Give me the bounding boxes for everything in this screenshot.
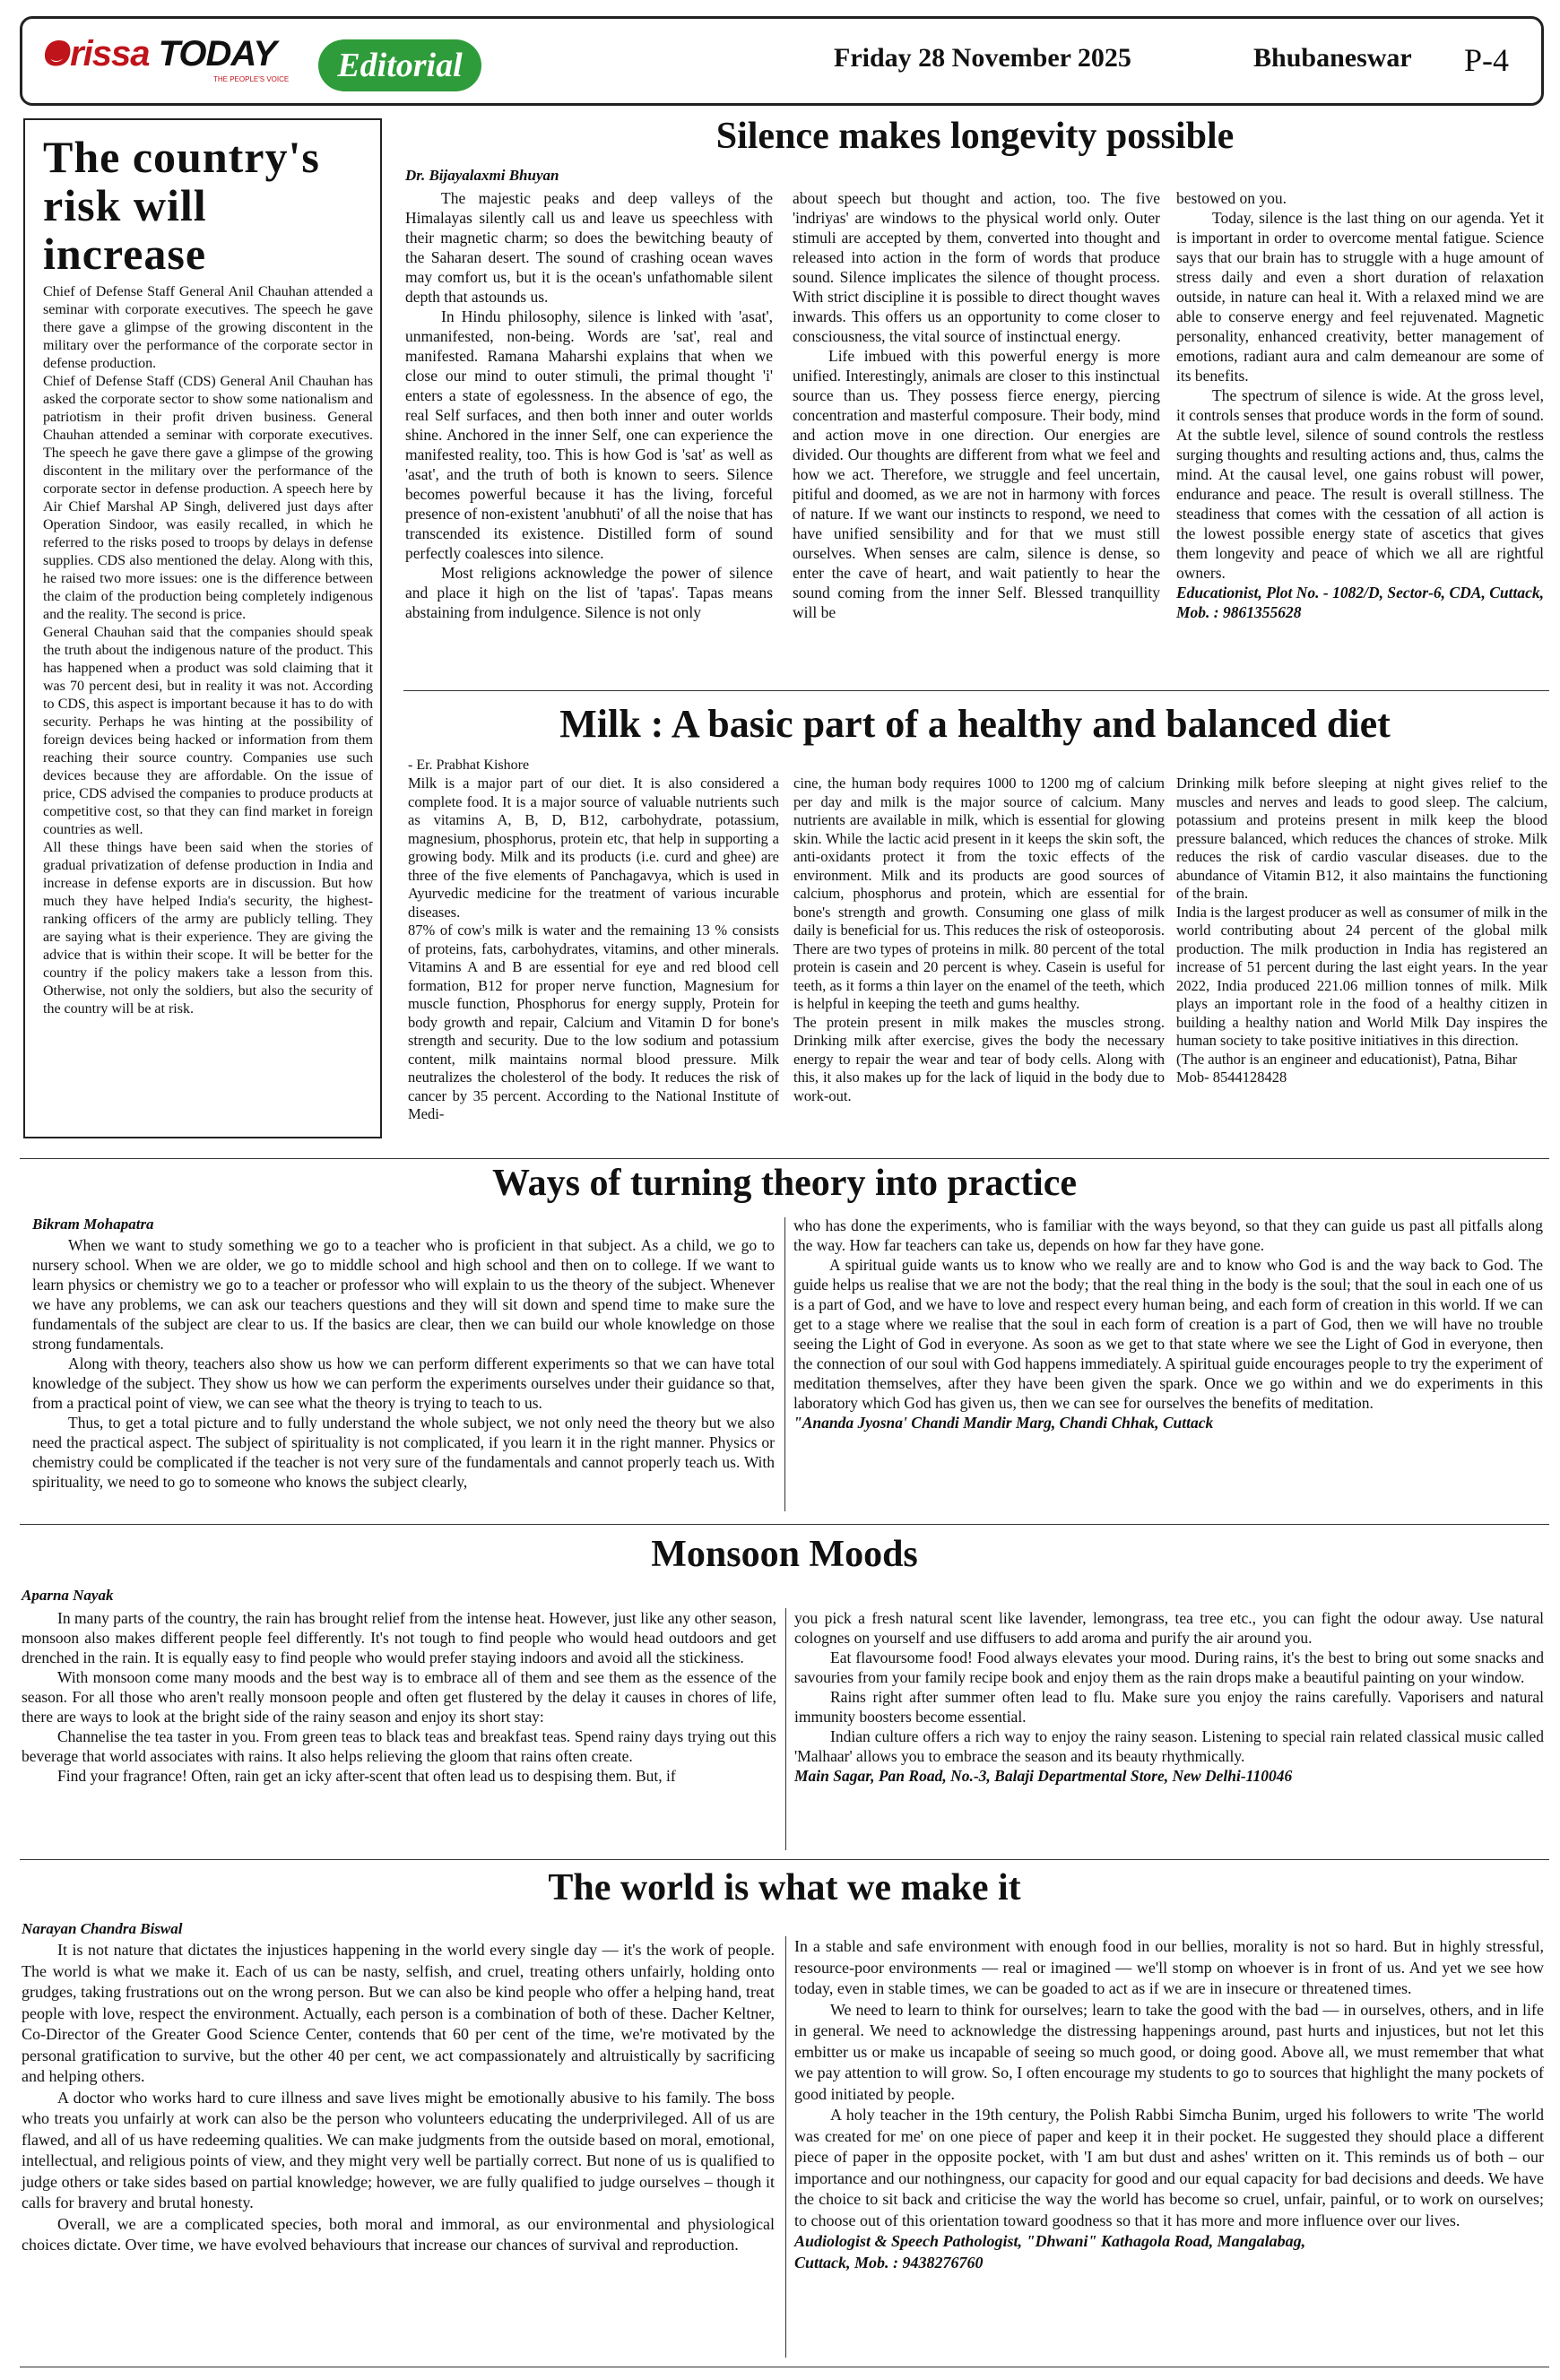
logo[interactable]: Orissa TODAY <box>43 34 276 74</box>
divider <box>20 1524 1549 1525</box>
editorial-paragraph: Chief of Defense Staff General Anil Chauhan attended a seminar with corporate executives. The speech he gave there gave a glimpse of the growing discontent in the military over the performance of the corporate sector in defense production. <box>43 284 373 371</box>
editorial-paragraph: Chief of Defense Staff (CDS) General Anil Chauhan has asked the corporate sector to show some nationalism and patriotism in their profit driven business. General Chauhan attended a seminar with corporate executives. The speech he gave there gave a glimpse of the growing discontent in the military over the performance of the corporate sector in defense production. A speech here by Air Chief Marshal AP Singh, delivered just days after Operation Sindoor, was easily recalled, in which he referred to the risks posed to troops by delays in defense supplies. CDS also mentioned the delay. Along with this, he raised two more issues: one is the difference between the claim of the production being completely indigenous and the reality. The second is price. <box>43 374 373 622</box>
editorial-box <box>23 118 382 1138</box>
milk-column-2: cine, the human body requires 1000 to 1200 mg of calcium per day and milk is the major source of calcium. Many nutrients are available in milk, which is essential for glowing skin. While the lactic acid present in it keeps the skin soft, the anti-oxidants protect it from the toxic effects of the environment. Milk and its products are good sources of calcium, phosphorus and protein, which are essential for bone's strength and growth. Consuming one glass of milk daily is beneficial for us. This reduces the risk of osteoporosis. There are two types of proteins in milk. 80 percent of the total protein is casein and 20 percent is whey. Casein is useful for teeth, as it forms a thin layer on the enamel of the teeth, which is helpful in keeping the teeth and gums healthy. The protein present in milk makes the muscles strong. Drinking milk after exercise, gives the body the necessary energy to repair the wear and tear of body cells. Along with this, it also makes up for the lack of liquid in the body due to work-out. <box>793 775 1165 1104</box>
section-badge: Editorial <box>318 39 481 91</box>
silence-column-1: The majestic peaks and deep valleys of the Himalayas silently call us and leave us speechless with their magnetic charm; so does the bewitching beauty of the Saharan desert. The sound of crashing ocean waves may comfort us, but it is the ocean's unfathomable silent depth that astounds us. In Hindu philosophy, silence is linked with 'asat', unmanifested, non-being. Words are 'sat', real and manifested. Ramana Maharshi explains that when we close our mind to outer stimuli, the primal thought 'i' enters a state of egolessness. In the absence of ego, the real Self surfaces, and then both inner and outer worlds shine. Anchored in the inner Self, one can experience the manifested reality, too. This is how God is 'sat' as well as 'asat', and the truth of both is known to seers. Silence becomes powerful because it has the living, forceful presence of non-existent 'anubhuti' of all the noise that has transcended its existence. Distilled form of sound perfectly coalesces into silence. Most religions acknowledge the power of silence and place it high on the list of 'tapas'. Tapas means abstaining from indulgence. Silence is not only <box>405 189 773 621</box>
article-byline-monsoon: Aparna Nayak <box>22 1587 114 1604</box>
article-byline-world: Narayan Chandra Biswal <box>22 1920 183 1937</box>
article-byline-theory: Bikram Mohapatra <box>32 1216 154 1233</box>
column-rule <box>784 1217 785 1511</box>
column-rule <box>785 1608 786 1850</box>
article-title-world: The world is what we make it <box>548 1867 1021 1908</box>
divider <box>20 1158 1549 1159</box>
edition-city: Bhubaneswar <box>1253 43 1412 73</box>
editorial-paragraph: All these things have been said when the stories of gradual privatization of defense production in India and increase in defense exports are in discussion. But how much they have helped India's security, the highest-ranking officers of the army are publicly telling. They are saying what is their experience. They are giving the advice that is within their scope. It will be better for the country if the policy makers take a lesson from this. Otherwise, not only the soldiers, but also the security of the country will be at risk. <box>43 840 373 1017</box>
theory-column-1: When we want to study something we go to a teacher who is proficient in that subject. As a child, we go to nursery school. When we are older, we go to middle school and high school and then on to college. If we want to learn physics or chemistry we go to a teacher or professor who will explain to us the theory of the subject. Whenever we have any problems, we can ask our teachers questions and they will sit down and spend time to make sure the fundamentals of the subject are clear to us. If the basics are clear, then we can build our whole knowledge on those strong fundamentals. Along with theory, teachers also show us how we can perform different experiments so that we can have total knowledge of the subject. They show us how we can perform the experiments ourselves under their guidance so that, from a practical point of view, we can see what the theory is trying to teach to us. Thus, to get a total picture and to fully understand the whole subject, we not only need the theory but we also need the practical aspect. The subject of spirituality is not complicated, if you learn it in the right manner. Physics or chemistry could be complicated if the teacher is not very sure of the fundamentals and cannot properly teach us. With spirituality, we need to go to someone who knows the subject clearly, <box>32 1236 775 1491</box>
page-number: P-4 <box>1464 42 1510 78</box>
article-title-monsoon: Monsoon Moods <box>651 1534 918 1575</box>
world-column-2: In a stable and safe environment with enough food in our bellies, morality is not so hard. But in highly stressful, resource-poor environments — real or imagined — we'll stomp on whoever is in front of us. And yet we see how today, even in stable times, we can be goaded to act as if we are in insecure or threatened times. We need to learn to think for ourselves; learn to take the good with the bad — in ourselves, others, and in life in general. We need to acknowledge the distressing happenings around, past hurts and injustices, but not let this embitter us or make us incapable of seeing so much good, or doing good. Above all, we must remember that what we pay attention to will grow. So, I often encourage my students to go to sources that highlight the many pockets of good initiated by people. A holy teacher in the 19th century, the Polish Rabbi Simcha Bunim, urged his followers to write 'The world was created for me' on one piece of paper and keep it in their pocket. He suggested they should place a different piece of paper in the opposite pocket, with 'I am but dust and ashes' written on it. This reminds us of both – our importance and our nothingness, our capacity for good and our equal capacity for bad decisions and deeds. We have the choice to sit back and criticise the way the world has become so cruel, unfair, painful, or to work on ourselves; to choose out of this orientation toward goodness so that it has more and more influence over our lives. Audiologist & Speech Pathologist, "Dhwani" Kathagola Road, Mangalabag, Cuttack, Mob. : 9438276760 <box>794 1937 1544 2272</box>
monsoon-column-2: you pick a fresh natural scent like lavender, lemongrass, tea tree etc., you can fight the odour away. Use natural colognes on yourself and use diffusers to add aroma and purify the air around you. Eat flavoursome food! Food always elevates your mood. During rains, it's the best to bring out some snacks and savouries from your family recipe book and enjoy them as the rain drops make a beautiful painting on your window. Rains right after summer often lead to flu. Make sure you enjoy the rains carefully. Vaporisers and natural immunity boosters become essential. Indian culture offers a rich way to enjoy the rainy season. Listening to special rain related classical music called 'Malhaar' allows you to embrace the season and its beauty rhythmically. Main Sagar, Pan Road, No.-3, Balaji Departmental Store, New Delhi-110046 <box>794 1609 1544 1785</box>
editorial-title: The country's risk will increase <box>43 132 320 279</box>
editorial-paragraph: General Chauhan said that the companies should speak the truth about the indigenous nature of the product. This has happened when a product was sold claiming that it was 70 percent desi, but in reality it was not. According to CDS, this aspect is important because it has to do with security. Perhaps he was hinting at the possibility of foreign devices being hacked or information from them reaching their source country. Companies use such devices because they are affordable. On the issue of price, CDS advised the companies to produce products at competitive cost, so that they can find market in foreign countries as well. <box>43 625 373 837</box>
issue-date: Friday 28 November 2025 <box>834 43 1131 73</box>
divider <box>403 690 1549 691</box>
milk-column-3: Drinking milk before sleeping at night gives relief to the muscles and nerves and leads to good sleep. The calcium, potassium and proteins present in milk keep the blood pressure balanced, which reduces the chances of stroke. Milk reduces the risk of cardio vascular diseases. due to the abundance of Vitamin B12, it also maintains the functioning of the brain. India is the largest producer as well as consumer of milk in the world contributing about 24 percent of the global milk production. The milk production in India has registered an increase of 51 percent during the last eight years. In the year 2022, India produced 221.06 million tonnes of milk. Milk plays an important role in the food of a healthy citizen in building a healthy nation and World Milk Day inspires the human society to take positive initiatives in this direction. (The author is an engineer and educationist), Patna, Bihar Mob- 8544128428 <box>1176 775 1547 1086</box>
silence-column-2: about speech but thought and action, too. The five 'indriyas' are windows to the physical world only. Outer stimuli are accepted by them, converted into thought and released into action in the form of words that produce sound. Silence implicates the silence of thought process. With strict discipline it is possible to direct thought waves inwards. This offers us an opportunity to come closer to consciousness, the vital source of instinctual energy. Life imbued with this powerful energy is more unified. Interestingly, animals are closer to this instinctual source than us. They possess fierce energy, piercing concentration and masterful composure. Their body, mind and action move in one direction. Our energies are divided. Our thoughts are different from what we feel and how we act. Therefore, we struggle and feel uncertain, pitiful and doomed, as we are not in harmony with forces of nature. If we want our instincts to respond, we need to have unified sensibility and for that we must still ourselves. When senses are calm, silence is dense, so enter the cave of heart, and wait patiently to hear the sound coming from the inner Self. Blessed tranquillity will be <box>793 189 1160 621</box>
column-rule <box>785 1936 786 2358</box>
article-title-milk: Milk : A basic part of a healthy and balanced diet <box>559 702 1391 746</box>
article-title-theory: Ways of turning theory into practice <box>491 1163 1078 1204</box>
article-title-silence: Silence makes longevity possible <box>715 116 1235 157</box>
divider <box>20 1859 1549 1860</box>
article-byline-milk: - Er. Prabhat Kishore <box>408 757 530 773</box>
world-column-1: It is not nature that dictates the injustices happening in the world every single day — it's the work of people. The world is what we make it. Each of us can be nasty, selfish, and cruel, treating others unfairly, holding onto grudges, taking frustrations out on the wrong person. But we can also be kind people who offer a helping hand, treat people with love, respect the environment. Actually, each person is a combination of both of these. Dacher Keltner, Co-Director of the Greater Good Science Center, contends that 60 per cent of the time, we're motivated by the personal gratification to survive, but the other 40 per cent, we act compassionately and altruistically by sacrificing and helping others. A doctor who works hard to cure illness and save lives might be emotionally abusive to his family. The boss who treats you unfairly at work can also be the person who volunteers educating the underprivileged. All of us are flawed, and all of us have redeeming qualities. We can make judgments from the outside based on moral, emotional, intellectual, and religious points of view, and they might very well be partially correct. But none of us is qualified to judge others or take sides based on partial knowledge; however, we are fully qualified to judge ourselves – though it calls for bravery and brutal honesty. Overall, we are a complicated species, both moral and immoral, as our environmental and physiological choices dictate. Over time, we have evolved behaviours that increase our chances of survival and reproduction. <box>22 1941 775 2254</box>
article-byline-silence: Dr. Bijayalaxmi Bhuyan <box>405 167 559 184</box>
monsoon-column-1: In many parts of the country, the rain has brought relief from the intense heat. However, just like any other season, monsoon also makes different people feel differently. It's not tough to find people who would head outdoors and get drenched in the rain. It is equally easy to find people who would prefer staying indoors and avoid all the stickiness. With monsoon come many moods and the best way is to embrace all of them and see them as the essence of the season. For all those who aren't really monsoon people and often get flustered by the delay it causes in chores of life, there are ways to look at the bright side of the rainy season and enjoy its short stay: Channelise the tea taster in you. From green teas to black teas and breakfast teas. Spend rainy days trying out this beverage that world associates with rains. It also helps relieving the gloom that rains often create. Find your fragrance! Often, rain get an icky after-scent that often lead us to despising them. But, if <box>22 1609 776 1785</box>
logo-tagline: THE PEOPLE'S VOICE <box>213 75 290 83</box>
silence-column-3: bestowed on you. Today, silence is the last thing on our agenda. Yet it is important in order to overcome mental fatigue. Science says that our brain has to struggle with a huge amount of stress daily and even a short duration of relaxation outside, in nature can heal it. With a relaxed mind we are able to conserve energy and feel rejuvenated. Magnetic personality, enhanced creativity, better management of emotions, radiant aura and calm demeanour are some of its benefits. The spectrum of silence is wide. At the gross level, it controls senses that produce words in the form of sound. At the subtle level, silence of sound controls the restless surging thoughts and resulting actions and, thus, calms the mind. At the causal level, one gains robust will power, endurance and peace. The result is overall stillness. The steadiness that comes with the cessation of all action is the lowest possible energy state of ascetics that gives them longevity and peace of which we all are rightful owners. Educationist, Plot No. - 1082/D, Sector-6, CDA, Cuttack, Mob. : 9861355628 <box>1176 189 1544 621</box>
theory-column-2: who has done the experiments, who is familiar with the ways beyond, so that they can guide us past all pitfalls along the way. How far teachers can take us, depends on how far they have gone. A spiritual guide wants us to know who we really are and to know who God is and the way back to God. The guide helps us realise that we are not the body; that the real thing in the body is the soul; that the soul in each one of us is a part of God, and we have to love and respect every human being, and each form of creation in this world. If we can get to a stage where we realise that the soul in each form of creation is a part of God, then we will have no trouble seeing the Light of God in everyone. As soon as we get to that state where we see the Light of God in everyone, then the connection of our soul with God happens immediately. A spiritual guide encourages people to try the experiment of meditation themselves, after they have been given the spark. Once we go within and we do experiments in this laboratory which God has given us, then we can see for ourselves the benefits of meditation. "Ananda Jyosna' Chandi Mandir Marg, Chandi Chhak, Cuttack <box>793 1216 1543 1432</box>
milk-column-1: Milk is a major part of our diet. It is also considered a complete food. It is a major source of valuable nutrients such as vitamins A, B, D, B12, carbohydrate, potassium, magnesium, phosphorus, protein etc, that help in supporting a growing body. Milk and its products (i.e. curd and ghee) are three of the five elements of Panchagavya, which is used in Ayurvedic medicine for the treatment of various incurable diseases. 87% of cow's milk is water and the remaining 13 % consists of proteins, fats, carbohydrates, vitamins, and other minerals. Vitamins A and B are essential for eye and red blood cell formation, B12 for proper nerve function, Magnesium for muscle function, Phosphorus for energy supply, Protein for body growth and repair, Calcium and Vitamin D for bone's strength and security. Due to the low sodium and potassium content, milk maintains normal blood pressure. Milk neutralizes the cholesterol of the body. It reduces the risk of cancer by 35 percent. According to the National Institute of Medi- <box>408 775 779 1122</box>
